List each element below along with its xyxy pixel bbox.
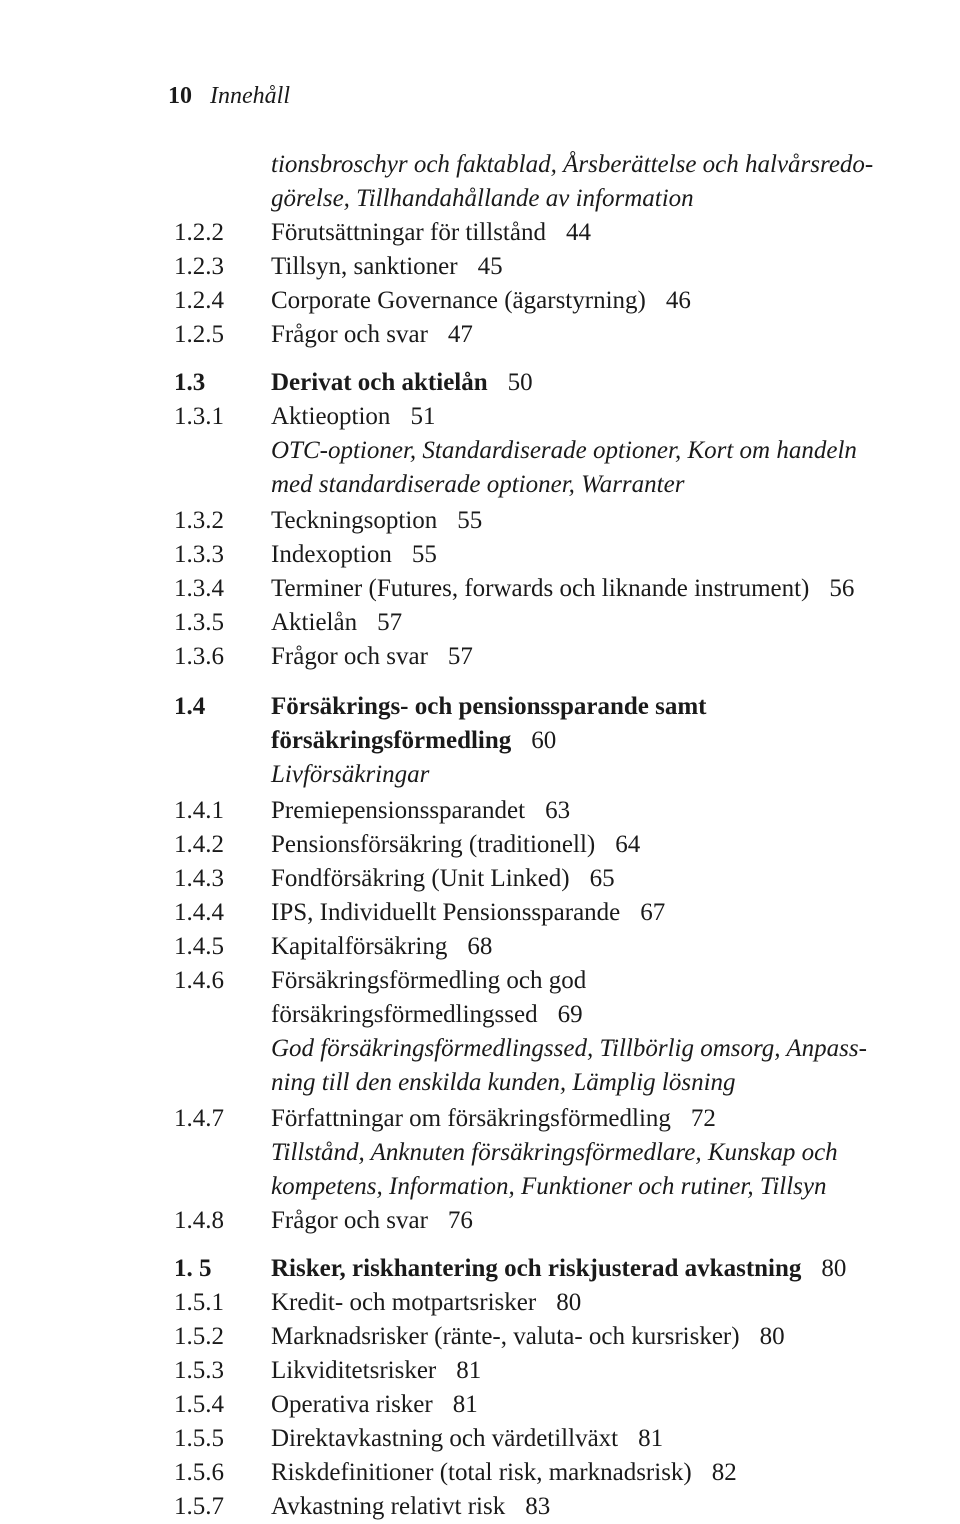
toc-entry-line [271,1456,737,1490]
toc-entry-page: 83 [525,1493,551,1520]
toc-entry-line [271,216,591,250]
toc-entry-line [271,690,726,724]
toc-entry-title: Tillsyn, sanktioner [271,253,458,280]
toc-entry-title: OTC-optioner, Standardiserade optioner, Kort om handeln [271,437,857,464]
toc-entry-number: 1. 5 [174,1255,212,1282]
toc-entry-title: görelse, Tillhandahållande av information [271,185,694,212]
toc-entry-page: 60 [531,727,557,754]
toc-entry-title: Försäkrings- och pensionssparande samt [271,693,707,720]
toc-entry-number: 1.5.6 [174,1459,224,1486]
toc-entry-page: 68 [467,933,493,960]
toc-entry-title: Fondförsäkring (Unit Linked) [271,865,570,892]
toc-entry-page: 51 [410,403,436,430]
toc-entry-title: Premiepensionssparandet [271,797,526,824]
toc-entry-page: 57 [447,643,473,670]
toc-entry-page: 63 [545,797,571,824]
toc-entry-title: Teckningsoption [271,507,438,534]
toc-entry-page: 76 [447,1207,473,1234]
toc-entry-number: 1.4.3 [174,865,224,892]
toc-entry-line [271,1490,550,1524]
toc-entry-page: 69 [557,1001,583,1028]
toc-entry-number: 1.3.1 [174,403,224,430]
toc-entry-number: 1.3.3 [174,541,224,568]
toc-entry-page: 81 [638,1425,664,1452]
toc-entry-title: Kredit- och motpartsrisker [271,1289,537,1316]
toc-entry-title: kompetens, Information, Funktioner och rutiner, Tillsyn [271,1173,827,1200]
running-title: Innehåll [210,83,290,109]
toc-entry-title: Terminer (Futures, forwards och liknande instrument) [271,575,810,602]
toc-entry-title: Derivat och aktielån [271,369,488,396]
toc-entry-number: 1.2.4 [174,287,224,314]
toc-entry-page: 80 [759,1323,785,1350]
toc-entry-title: försäkringsförmedlingssed [271,1001,538,1028]
toc-entry-line [271,724,556,758]
toc-entry-number: 1.4.6 [174,967,224,994]
toc-entry-line [271,250,503,284]
toc-entry-number: 1.3.4 [174,575,224,602]
toc-entry-number: 1.2.3 [174,253,224,280]
toc-entry-page: 80 [556,1289,582,1316]
toc-entry-line [271,896,665,930]
toc-entry-page: 81 [452,1391,478,1418]
toc-entry-number: 1.4.2 [174,831,224,858]
toc-entry-page: 55 [411,541,437,568]
toc-entry-number: 1.4.5 [174,933,224,960]
toc-entry-line [271,572,854,606]
toc-entry-title: Indexoption [271,541,392,568]
toc-entry-number: 1.3.2 [174,507,224,534]
toc-entry-line [271,1252,846,1286]
toc-entry-title: Kapitalförsäkring [271,933,448,960]
toc-entry-title: Aktieoption [271,403,391,430]
toc-entry-title: IPS, Individuellt Pensionssparande [271,899,621,926]
toc-entry-line [271,468,704,502]
toc-entry-number: 1.5.1 [174,1289,224,1316]
toc-entry-line [271,182,714,216]
toc-entry-page: 44 [565,219,591,246]
toc-entry-title: Aktielån [271,609,358,636]
toc-entry-number: 1.5.4 [174,1391,224,1418]
toc-entry-title: Livförsäkringar [271,761,430,788]
toc-entry-line [271,1136,858,1170]
toc-entry-page: 57 [377,609,403,636]
toc-entry-title: Risker, riskhantering och riskjusterad avkastning [271,1255,802,1282]
toc-entry-line [271,640,473,674]
toc-entry-number: 1.5.5 [174,1425,224,1452]
toc-entry-page: 72 [690,1105,716,1132]
toc-entry-title: Direktavkastning och värdetillväxt [271,1425,619,1452]
toc-entry-line [271,434,877,468]
toc-entry-line [271,504,482,538]
toc-entry-title: Frågor och svar [271,643,428,670]
toc-entry-line [271,758,449,792]
toc-entry-title: försäkringsförmedling [271,727,512,754]
toc-entry-page: 55 [457,507,483,534]
toc-entry-line [271,1286,581,1320]
toc-entry-line [271,318,473,352]
toc-entry-number: 1.3.6 [174,643,224,670]
toc-entry-title: Tillstånd, Anknuten försäkringsförmedlare, Kunskap och [271,1139,838,1166]
toc-entry-title: Avkastning relativt risk [271,1493,506,1520]
toc-entry-line [271,998,583,1032]
toc-entry-title: Författningar om försäkringsförmedling [271,1105,671,1132]
toc-entry-line [271,1032,887,1066]
toc-entry-number: 1.2.2 [174,219,224,246]
toc-entry-line [271,1204,473,1238]
toc-entry-title: Riskdefinitioner (total risk, marknadsrisk) [271,1459,692,1486]
toc-entry-line [271,1170,847,1204]
toc-entry-page: 82 [711,1459,737,1486]
toc-entry-title: Förutsättningar för tillstånd [271,219,546,246]
toc-entry-number: 1.3.5 [174,609,224,636]
toc-entry-page: 47 [447,321,473,348]
toc-entry-title: Försäkringsförmedling och god [271,967,587,994]
toc-entry-page: 80 [821,1255,847,1282]
toc-entry-title: Marknadsrisker (ränte-, valuta- och kursrisker) [271,1323,740,1350]
page-number: 10 [168,83,192,109]
toc-entry-line [271,828,640,862]
toc-entry-line [271,862,615,896]
toc-entry-line [271,1102,716,1136]
toc-entry-line [271,284,691,318]
toc-entry-title: Likviditetsrisker [271,1357,437,1384]
toc-entry-title: Frågor och svar [271,321,428,348]
toc-entry-number: 1.4.4 [174,899,224,926]
toc-entry-line [271,1354,481,1388]
toc-entry-page: 67 [640,899,666,926]
toc-entry-line [271,1320,785,1354]
toc-entry-title: Frågor och svar [271,1207,428,1234]
toc-entry-page: 46 [665,287,691,314]
toc-entry-page: 65 [589,865,615,892]
toc-entry-line [271,148,893,182]
toc-entry-title: med standardiserade optioner, Warranter [271,471,685,498]
toc-entry-number: 1.4.8 [174,1207,224,1234]
toc-entry-title: Operativa risker [271,1391,433,1418]
toc-entry-number: 1.4 [174,693,206,720]
toc-entry-line [271,1066,756,1100]
toc-entry-line [271,606,402,640]
toc-entry-line [271,538,437,572]
toc-entry-title: Corporate Governance (ägarstyrning) [271,287,646,314]
toc-entry-number: 1.2.5 [174,321,224,348]
toc-entry-number: 1.5.2 [174,1323,224,1350]
toc-entry-page: 81 [456,1357,482,1384]
toc-entry-title: tionsbroschyr och faktablad, Årsberättelse och halvårsredo- [271,151,874,178]
toc-entry-line [271,1422,663,1456]
page-header [168,80,290,112]
toc-entry-title: Pensionsförsäkring (traditionell) [271,831,596,858]
toc-entry-line [271,366,533,400]
toc-entry-line [271,964,606,998]
toc-entry-number: 1.5.3 [174,1357,224,1384]
toc-entry-line [271,400,435,434]
toc-entry-line [271,794,570,828]
toc-entry-page: 45 [477,253,503,280]
toc-entry-number: 1.4.1 [174,797,224,824]
toc-entry-page: 50 [507,369,533,396]
toc-entry-title: God försäkringsförmedlingssed, Tillbörlig omsorg, Anpass- [271,1035,867,1062]
toc-entry-number: 1.3 [174,369,206,396]
toc-entry-line [271,930,492,964]
toc-entry-line [271,1388,478,1422]
toc-entry-title: ning till den enskilda kunden, Lämplig lösning [271,1069,736,1096]
toc-entry-page: 64 [615,831,641,858]
toc-entry-number: 1.4.7 [174,1105,224,1132]
toc-entry-number: 1.5.7 [174,1493,224,1520]
toc-entry-page: 56 [829,575,855,602]
